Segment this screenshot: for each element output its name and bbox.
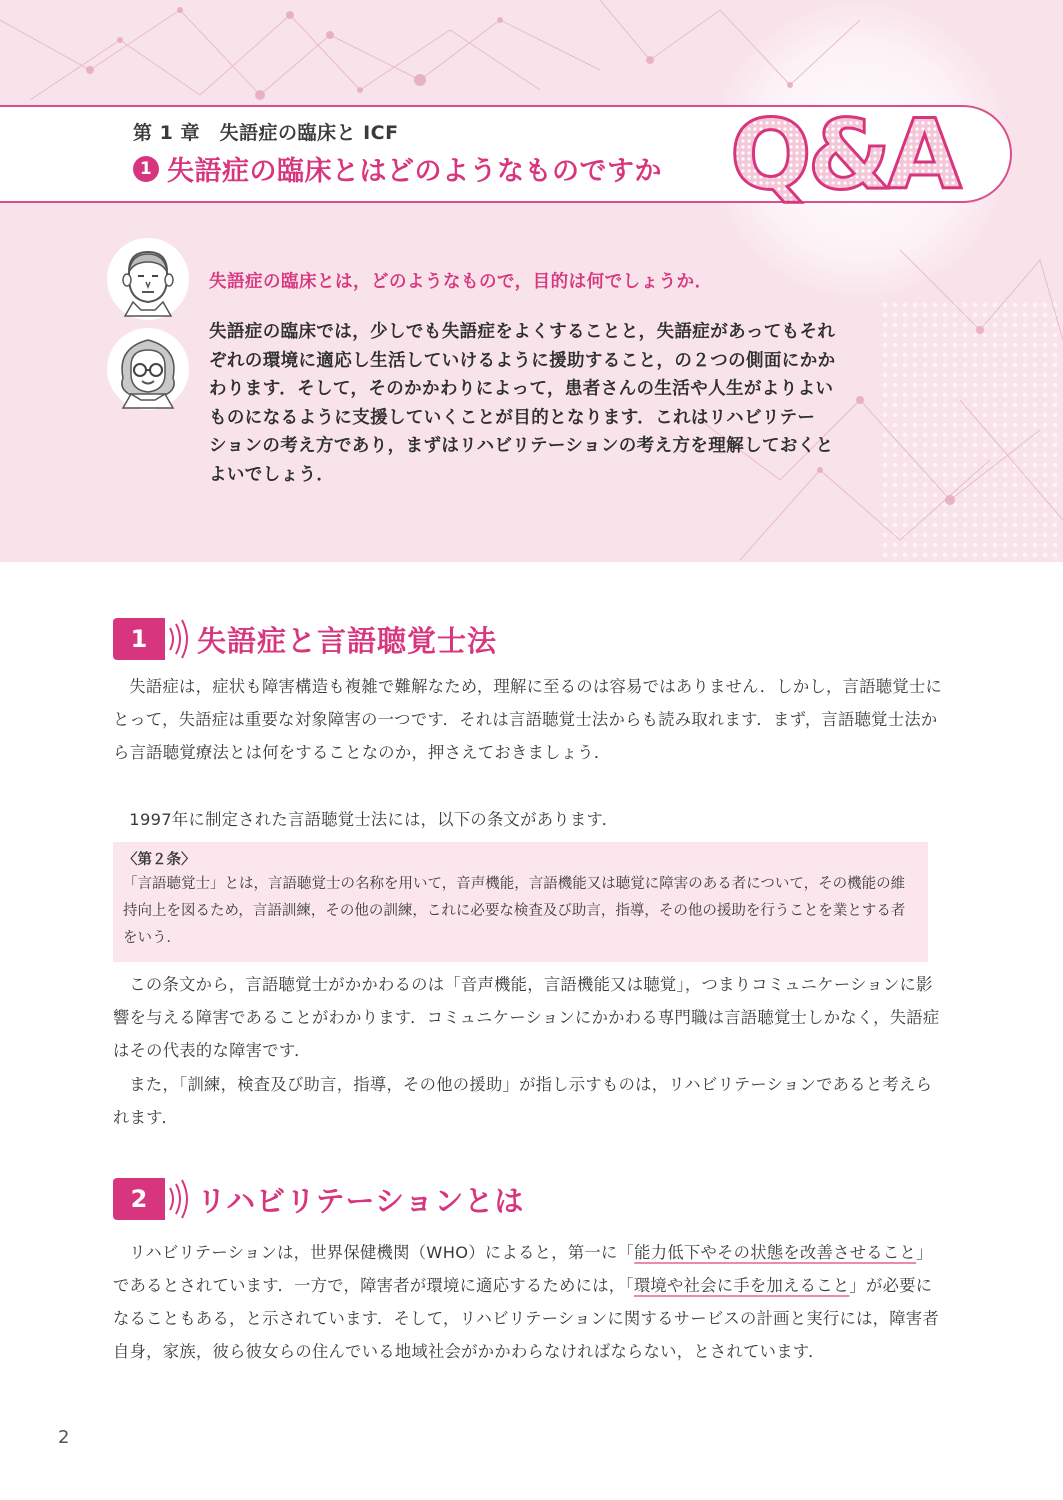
answer-line: よいでしょう． — [209, 464, 335, 485]
qa-band — [0, 0, 1063, 562]
qa-section-title — [133, 149, 662, 188]
section-2-paragraph — [113, 1236, 943, 1368]
law-article-body: 「言語聴覚士」とは，言語聴覚士の名称を用いて，音声機能，言語機能又は聴覚に障害のある者について，その機能の維持向上を図るため，言語訓練，その他の訓練，これに必要な検査及び助言，指導，その他の援助を行うことを業とする者をいう． — [123, 876, 906, 946]
answer-line: ぞれの環境に適応し生活していけるように援助すること，の２つの側面にかか — [209, 350, 836, 371]
qa-answer — [209, 318, 949, 489]
svg-text:Q&A: Q&A — [730, 99, 958, 211]
section-1-paragraph-2: 1997年に制定された言語聴覚士法には，以下の条文があります． — [129, 810, 619, 829]
male-doctor-avatar — [107, 238, 189, 320]
section-number-circle: 1 — [133, 156, 159, 182]
chapter-label: 第 1 章 失語症の臨床と ICF — [133, 122, 399, 144]
section-1-number: 1 — [113, 618, 165, 660]
page-number: 2 — [58, 1427, 70, 1448]
qa-title-text: 失語症の臨床とはどのようなものですか — [167, 156, 662, 187]
law-article-box — [113, 842, 928, 962]
text-run: 」であるとされています．一方で，障害者が環境に適応するためには，「 — [113, 1243, 933, 1295]
answer-line: ものになるように支援していくことが目的となります．これはリハビリテー — [209, 407, 816, 428]
section-1-heading — [113, 618, 497, 660]
section-1-paragraph-4: また，「訓練，検査及び助言，指導，その他の援助」が指し示すものは，リハビリテーションであると考えられます． — [113, 1075, 933, 1127]
section-2-title: リハビリテーションとは — [197, 1183, 525, 1218]
section-1-paragraph-3: この条文から，言語聴覚士がかかわるのは「音声機能，言語機能又は聴覚」，つまりコミュニケーションに影響を与える障害であることがわかります．コミュニケーションにかかわる専門職は言語聴覚士しかなく，失語症はその代表的な障害です． — [113, 975, 940, 1060]
highlight-improve: 能力低下やその状態を改善させること — [634, 1243, 917, 1262]
law-article-title: 〈第２条〉 — [123, 852, 196, 868]
section-1-title: 失語症と言語聴覚士法 — [197, 623, 498, 658]
sound-waves-icon — [167, 618, 189, 660]
text-run: 」が必要になることもある，と示されています．そして，リハビリテーションに関するサービスの計画と実行には，障害者自身，家族，彼ら彼女らの住んでいる地域社会がかかわらなければならない，とされています． — [113, 1276, 939, 1361]
highlight-environment: 環境や社会に手を加えること — [633, 1276, 850, 1295]
female-therapist-avatar — [107, 328, 189, 410]
section-1-paragraph-1: 失語症は，症状も障害構造も複雑で難解なため，理解に至るのは容易ではありません．しかし，言語聴覚士にとって，失語症は重要な対象障害の一つです．それは言語聴覚士法からも読み取れます．まず，言語聴覚士法から言語聴覚療法とは何をすることなのか，押さえておきましょう． — [113, 677, 943, 762]
qa-logo — [722, 96, 972, 214]
answer-line: 失語症の臨床では，少しでも失語症をよくすることと，失語症があってもそれ — [209, 322, 836, 342]
answer-line: ションの考え方であり，まずはリハビリテーションの考え方を理解しておくと — [209, 436, 834, 456]
qa-question: 失語症の臨床とは，どのようなもので，目的は何でしょうか． — [209, 272, 713, 292]
section-2-number: 2 — [113, 1178, 165, 1220]
section-2-heading — [113, 1178, 524, 1220]
text-run: リハビリテーションは，世界保健機関（WHO）によると，第一に「 — [129, 1243, 635, 1262]
sound-waves-icon — [167, 1178, 189, 1220]
answer-line: わります．そして，そのかかわりによって，患者さんの生活や人生がよりよい — [209, 379, 834, 399]
